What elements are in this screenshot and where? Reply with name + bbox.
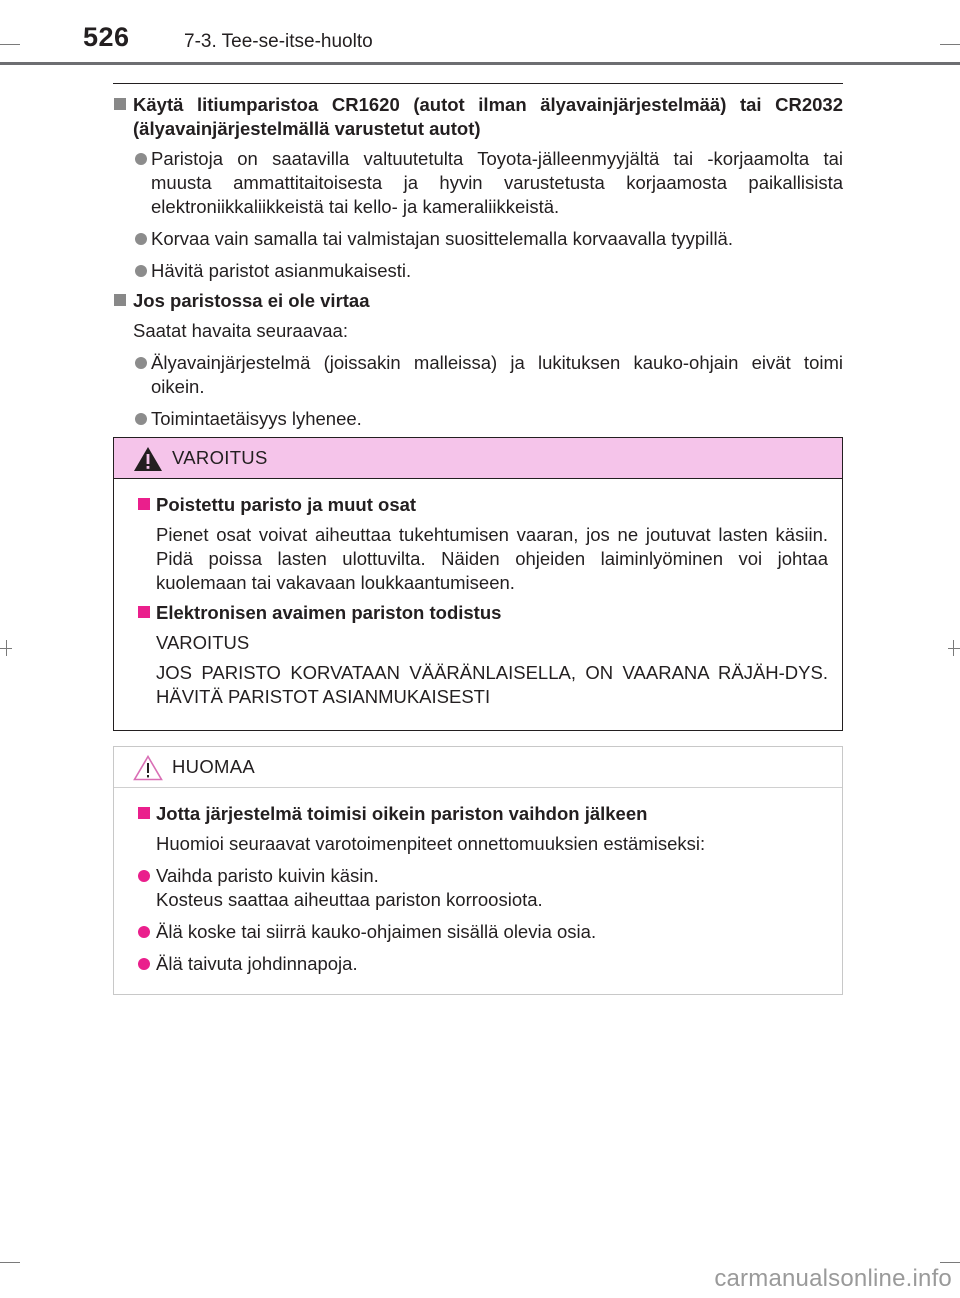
- list-item-text: Hävitä paristot asianmukaisesti.: [151, 260, 412, 281]
- list-item-text: Paristoja on saatavilla valtuutetulta Toyota-jälleenmyyjältä tai -korjaamolta tai muusta ammattitaitoisesta ja hyvin varustetusta korjaamosta paikallisista elektroniikkaliikkeistä tai kello- ja kameraliikkeistä.: [151, 148, 843, 217]
- list-item-text: Älyavainjärjestelmä (joissakin malleissa) ja lukituksen kauko-ohjain eivät toimi oikein.: [151, 352, 843, 397]
- notice-body: [114, 788, 842, 976]
- square-bullet-icon: [138, 807, 150, 819]
- list-item: [113, 351, 843, 399]
- warning-body: [114, 479, 842, 709]
- circle-bullet-icon: [135, 413, 147, 425]
- square-bullet-icon: [114, 294, 126, 306]
- heading-text: Käytä litiumparistoa CR1620 (autot ilman älyavainjärjestelmää) tai CR2032 (älyavainjärjestelmällä varustetut autot): [133, 94, 843, 139]
- crop-mark-right-tick: [953, 640, 954, 656]
- notice-header: [114, 747, 842, 788]
- circle-bullet-icon: [135, 357, 147, 369]
- crop-mark-top-right: [940, 44, 960, 45]
- main-content: [113, 93, 843, 431]
- circle-bullet-icon: [138, 870, 150, 882]
- list-item-subtext: Kosteus saattaa aiheuttaa pariston korroosiota.: [156, 889, 543, 910]
- section-heading-battery-type: [113, 93, 843, 141]
- heading-text: Jotta järjestelmä toimisi oikein pariston vaihdon jälkeen: [156, 803, 648, 824]
- circle-bullet-icon: [135, 265, 147, 277]
- content-rule: [113, 83, 843, 84]
- crop-mark-right-mid: [948, 648, 960, 649]
- square-bullet-icon: [138, 606, 150, 618]
- list-item-text: Älä koske tai siirrä kauko-ohjaimen sisällä olevia osia.: [156, 921, 597, 942]
- crop-mark-left-tick: [6, 640, 7, 656]
- crop-mark-bottom-left: [0, 1262, 20, 1263]
- section-title: 7-3. Tee-se-itse-huolto: [184, 31, 373, 52]
- square-bullet-icon: [138, 498, 150, 510]
- list-item: [113, 407, 843, 431]
- list-item-text: Vaihda paristo kuivin käsin.: [156, 865, 379, 886]
- warning-heading-battery-certificate: [138, 601, 828, 625]
- circle-bullet-icon: [138, 958, 150, 970]
- circle-bullet-icon: [135, 233, 147, 245]
- warning-title: VAROITUS: [172, 447, 268, 468]
- list-item: [113, 259, 843, 283]
- header-rule: [0, 62, 960, 65]
- paragraph: Huomioi seuraavat varotoimenpiteet onnettomuuksien estämiseksi:: [156, 833, 706, 854]
- paragraph: Pienet osat voivat aiheuttaa tukehtumisen vaaran, jos ne joutuvat lasten käsiin. Pidä poissa lasten ulottuvilta. Näiden ohjeiden laiminlyöminen voi johtaa kuolemaan tai vakavaan loukkaantumiseen.: [156, 524, 828, 593]
- paragraph: VAROITUS: [156, 632, 250, 653]
- paragraph: JOS PARISTO KORVATAAN VÄÄRÄNLAISELLA, ON VAARANA RÄJÄH-DYS. HÄVITÄ PARISTOT ASIANMUKAISESTI: [156, 662, 828, 707]
- notice-title: HUOMAA: [172, 756, 255, 777]
- warning-box: [113, 437, 843, 731]
- list-item-text: Toimintaetäisyys lyhenee.: [151, 408, 362, 429]
- notice-heading: [138, 802, 828, 826]
- list-item: [113, 147, 843, 219]
- list-item: [138, 864, 828, 912]
- warning-header: [114, 438, 842, 479]
- list-item: [113, 227, 843, 251]
- heading-text: Elektronisen avaimen pariston todistus: [156, 602, 502, 623]
- list-item-text: Älä taivuta johdinnapoja.: [156, 953, 358, 974]
- watermark: carmanualsonline.info: [714, 1265, 952, 1292]
- crop-mark-bottom-right: [940, 1262, 960, 1263]
- circle-bullet-icon: [138, 926, 150, 938]
- list-item: [138, 920, 828, 944]
- circle-bullet-icon: [135, 153, 147, 165]
- square-bullet-icon: [114, 98, 126, 110]
- warning-heading-removed-battery: [138, 493, 828, 517]
- list-item-text: Korvaa vain samalla tai valmistajan suosittelemalla korvaavalla tyypillä.: [151, 228, 733, 249]
- notice-triangle-icon: [133, 755, 163, 781]
- heading-text: Jos paristossa ei ole virtaa: [133, 290, 370, 311]
- notice-box: [113, 746, 843, 995]
- paragraph: Saatat havaita seuraavaa:: [133, 320, 348, 341]
- list-item: [138, 952, 828, 976]
- crop-mark-top-left: [0, 44, 20, 45]
- section-heading-dead-battery: [113, 289, 843, 313]
- warning-triangle-icon: [133, 446, 163, 472]
- heading-text: Poistettu paristo ja muut osat: [156, 494, 417, 515]
- page-number: 526: [83, 22, 130, 52]
